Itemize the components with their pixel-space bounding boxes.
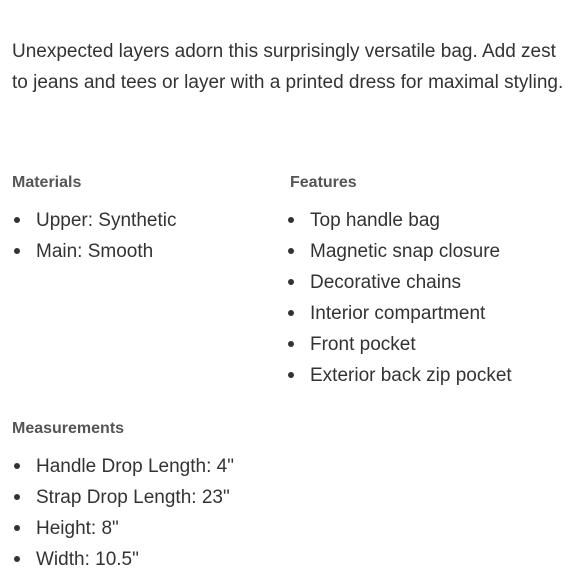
bullet-icon — [14, 248, 20, 254]
bullet-icon — [288, 372, 294, 378]
list-item — [10, 205, 176, 236]
bullet-icon — [288, 310, 294, 316]
bullet-icon — [14, 463, 20, 469]
bullet-icon — [288, 341, 294, 347]
list-item-text: Handle Drop Length: 4" — [36, 456, 234, 477]
list-item — [10, 236, 176, 267]
list-item — [284, 236, 512, 267]
list-item-text: Height: 8" — [36, 518, 119, 539]
list-item-text: Top handle bag — [310, 210, 440, 231]
list-item — [284, 360, 512, 391]
list-item-text: Interior compartment — [310, 303, 486, 324]
list-item — [284, 205, 512, 236]
measurements-list — [10, 451, 234, 575]
bullet-icon — [14, 556, 20, 562]
list-item-text: Front pocket — [310, 334, 416, 355]
bullet-icon — [288, 279, 294, 285]
bullet-icon — [14, 525, 20, 531]
list-item-text: Width: 10.5" — [36, 549, 139, 570]
list-item — [284, 267, 512, 298]
features-list — [284, 205, 512, 391]
list-item-text: Upper: Synthetic — [36, 210, 177, 231]
list-item — [284, 298, 512, 329]
measurements-heading: Measurements — [12, 420, 125, 437]
features-heading: Features — [290, 174, 357, 191]
bullet-icon — [288, 248, 294, 254]
bullet-icon — [14, 217, 20, 223]
list-item-text: Main: Smooth — [36, 241, 154, 262]
bullet-icon — [288, 217, 294, 223]
list-item — [10, 513, 234, 544]
list-item-text: Exterior back zip pocket — [310, 365, 512, 386]
list-item-text: Decorative chains — [310, 272, 462, 293]
list-item — [284, 329, 512, 360]
list-item-text: Strap Drop Length: 23" — [36, 487, 230, 508]
materials-list — [10, 205, 176, 267]
list-item — [10, 482, 234, 513]
list-item — [10, 451, 234, 482]
materials-heading: Materials — [12, 174, 82, 191]
product-description: Unexpected layers adorn this surprisingly versatile bag. Add zest to jeans and tees or layer with a printed dress for maximal styling. — [12, 41, 564, 93]
list-item-text: Magnetic snap closure — [310, 241, 501, 262]
bullet-icon — [14, 494, 20, 500]
list-item — [10, 544, 234, 575]
